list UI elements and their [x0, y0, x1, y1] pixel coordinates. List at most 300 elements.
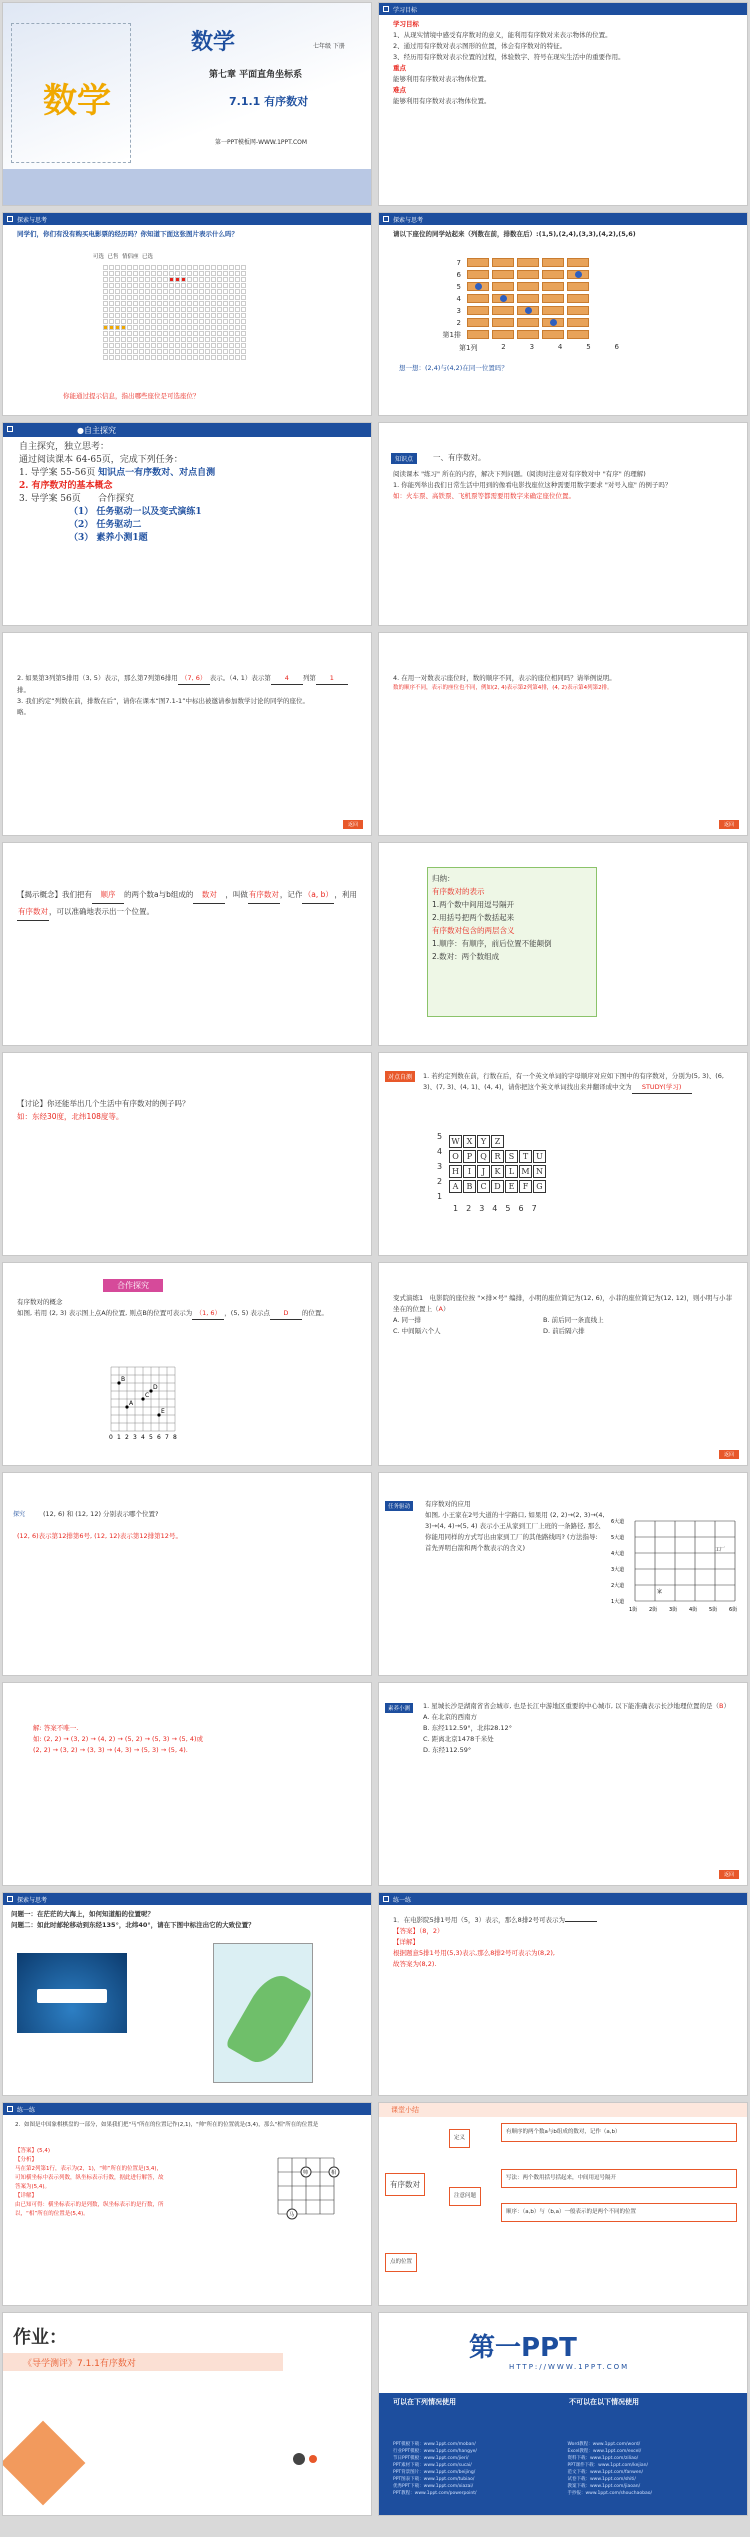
- seat[interactable]: [151, 343, 156, 348]
- seat[interactable]: [205, 319, 210, 324]
- seat[interactable]: [205, 283, 210, 288]
- seat[interactable]: [163, 301, 168, 306]
- seat[interactable]: [115, 277, 120, 282]
- seat[interactable]: [193, 325, 198, 330]
- seat[interactable]: [181, 343, 186, 348]
- seat[interactable]: [229, 289, 234, 294]
- seat[interactable]: [109, 343, 114, 348]
- seat[interactable]: [157, 295, 162, 300]
- seat[interactable]: [115, 313, 120, 318]
- seat[interactable]: [199, 313, 204, 318]
- seat[interactable]: [199, 301, 204, 306]
- seat[interactable]: [127, 295, 132, 300]
- seat[interactable]: [109, 289, 114, 294]
- seat[interactable]: [115, 349, 120, 354]
- seat[interactable]: [151, 307, 156, 312]
- credit-link[interactable]: 节日PPT模板：www.1ppt.com/jieri/: [393, 2456, 469, 2461]
- seat[interactable]: [181, 265, 186, 270]
- seat[interactable]: [235, 301, 240, 306]
- seat[interactable]: [127, 307, 132, 312]
- seat[interactable]: [217, 307, 222, 312]
- seat[interactable]: [133, 307, 138, 312]
- seat[interactable]: [139, 331, 144, 336]
- seat[interactable]: [187, 271, 192, 276]
- seat[interactable]: [181, 337, 186, 342]
- seat[interactable]: [223, 325, 228, 330]
- seat[interactable]: [109, 349, 114, 354]
- seat[interactable]: [151, 271, 156, 276]
- seat[interactable]: [109, 319, 114, 324]
- seat[interactable]: [145, 319, 150, 324]
- seat[interactable]: [151, 283, 156, 288]
- seat[interactable]: [127, 343, 132, 348]
- seat[interactable]: [145, 349, 150, 354]
- seat[interactable]: [145, 331, 150, 336]
- seat[interactable]: [157, 277, 162, 282]
- seat[interactable]: [169, 349, 174, 354]
- back-button[interactable]: 返回: [343, 820, 363, 829]
- seat[interactable]: [139, 301, 144, 306]
- seat[interactable]: [103, 265, 108, 270]
- seat[interactable]: [181, 319, 186, 324]
- seat[interactable]: [199, 283, 204, 288]
- seat[interactable]: [175, 283, 180, 288]
- seat[interactable]: [151, 313, 156, 318]
- seat[interactable]: [127, 277, 132, 282]
- seat[interactable]: [223, 265, 228, 270]
- seat[interactable]: [127, 355, 132, 360]
- seat[interactable]: [193, 355, 198, 360]
- seat[interactable]: [241, 343, 246, 348]
- seat[interactable]: [109, 283, 114, 288]
- seat[interactable]: [133, 301, 138, 306]
- seat[interactable]: [229, 265, 234, 270]
- seat[interactable]: [115, 283, 120, 288]
- seat[interactable]: [139, 325, 144, 330]
- seat[interactable]: [145, 325, 150, 330]
- seat[interactable]: [115, 271, 120, 276]
- seat[interactable]: [211, 295, 216, 300]
- seat[interactable]: [187, 343, 192, 348]
- seat[interactable]: [199, 331, 204, 336]
- seat[interactable]: [127, 313, 132, 318]
- seat[interactable]: [229, 325, 234, 330]
- seat[interactable]: [121, 349, 126, 354]
- seat[interactable]: [145, 337, 150, 342]
- credit-link[interactable]: PPT背景图片：www.1ppt.com/beijing/: [393, 2470, 476, 2475]
- seat[interactable]: [187, 301, 192, 306]
- seat[interactable]: [205, 295, 210, 300]
- seat[interactable]: [229, 343, 234, 348]
- seat[interactable]: [163, 349, 168, 354]
- seat[interactable]: [229, 271, 234, 276]
- seat[interactable]: [217, 265, 222, 270]
- seat[interactable]: [145, 343, 150, 348]
- seat[interactable]: [205, 343, 210, 348]
- seat[interactable]: [121, 331, 126, 336]
- seat[interactable]: [211, 301, 216, 306]
- seat[interactable]: [223, 355, 228, 360]
- seat[interactable]: [223, 331, 228, 336]
- seat[interactable]: [193, 313, 198, 318]
- seat[interactable]: [175, 325, 180, 330]
- seat[interactable]: [169, 277, 174, 282]
- seat[interactable]: [127, 349, 132, 354]
- seat[interactable]: [241, 349, 246, 354]
- seat[interactable]: [181, 289, 186, 294]
- seat[interactable]: [139, 355, 144, 360]
- seat[interactable]: [241, 355, 246, 360]
- seat[interactable]: [115, 295, 120, 300]
- back-button[interactable]: 返回: [719, 1870, 739, 1879]
- seat[interactable]: [187, 295, 192, 300]
- seat[interactable]: [235, 355, 240, 360]
- seat[interactable]: [229, 301, 234, 306]
- seat[interactable]: [235, 295, 240, 300]
- seat[interactable]: [223, 337, 228, 342]
- seat[interactable]: [205, 325, 210, 330]
- seat[interactable]: [145, 271, 150, 276]
- seat[interactable]: [163, 313, 168, 318]
- seat[interactable]: [139, 337, 144, 342]
- seat[interactable]: [169, 301, 174, 306]
- seat[interactable]: [181, 325, 186, 330]
- seat[interactable]: [151, 295, 156, 300]
- seat[interactable]: [205, 265, 210, 270]
- seat[interactable]: [217, 349, 222, 354]
- seat[interactable]: [199, 325, 204, 330]
- seat[interactable]: [139, 349, 144, 354]
- seat[interactable]: [223, 277, 228, 282]
- seat[interactable]: [241, 289, 246, 294]
- seat[interactable]: [187, 337, 192, 342]
- seat[interactable]: [187, 277, 192, 282]
- seat[interactable]: [205, 349, 210, 354]
- seat[interactable]: [145, 307, 150, 312]
- seat[interactable]: [223, 283, 228, 288]
- seat[interactable]: [229, 331, 234, 336]
- seat[interactable]: [103, 349, 108, 354]
- seat[interactable]: [235, 325, 240, 330]
- seat[interactable]: [103, 271, 108, 276]
- seat[interactable]: [175, 289, 180, 294]
- credit-link[interactable]: PPT课件下载：www.1ppt.com/kejian/: [567, 2463, 648, 2468]
- seat[interactable]: [175, 355, 180, 360]
- seat[interactable]: [217, 313, 222, 318]
- seat[interactable]: [199, 289, 204, 294]
- seat[interactable]: [115, 301, 120, 306]
- seat[interactable]: [205, 337, 210, 342]
- seat[interactable]: [139, 343, 144, 348]
- seat[interactable]: [121, 355, 126, 360]
- seat[interactable]: [187, 289, 192, 294]
- seat[interactable]: [139, 289, 144, 294]
- seat[interactable]: [211, 307, 216, 312]
- seat[interactable]: [169, 313, 174, 318]
- seat[interactable]: [133, 277, 138, 282]
- seat[interactable]: [241, 331, 246, 336]
- seat[interactable]: [151, 349, 156, 354]
- seat[interactable]: [241, 283, 246, 288]
- credit-link[interactable]: 手抄报：www.1ppt.com/shouchaobao/: [567, 2491, 652, 2496]
- seat[interactable]: [175, 301, 180, 306]
- seat[interactable]: [199, 337, 204, 342]
- seat[interactable]: [133, 349, 138, 354]
- seat[interactable]: [127, 271, 132, 276]
- seat[interactable]: [175, 349, 180, 354]
- credit-link[interactable]: 行业PPT模板：www.1ppt.com/hangye/: [393, 2449, 477, 2454]
- seat[interactable]: [217, 343, 222, 348]
- seat[interactable]: [109, 331, 114, 336]
- seat[interactable]: [103, 277, 108, 282]
- seat[interactable]: [169, 307, 174, 312]
- seat[interactable]: [187, 355, 192, 360]
- seat[interactable]: [223, 289, 228, 294]
- seat[interactable]: [157, 343, 162, 348]
- seat[interactable]: [241, 313, 246, 318]
- seat[interactable]: [229, 277, 234, 282]
- seat[interactable]: [127, 331, 132, 336]
- seat[interactable]: [157, 307, 162, 312]
- seat[interactable]: [115, 289, 120, 294]
- seat[interactable]: [235, 343, 240, 348]
- credit-link[interactable]: PPT素材下载：www.1ppt.com/sucai/: [393, 2463, 472, 2468]
- seat[interactable]: [235, 277, 240, 282]
- seat[interactable]: [217, 325, 222, 330]
- seat[interactable]: [169, 325, 174, 330]
- seat[interactable]: [163, 289, 168, 294]
- seat[interactable]: [211, 331, 216, 336]
- credit-link[interactable]: 教案下载：www.1ppt.com/jiaoan/: [567, 2484, 641, 2489]
- seat[interactable]: [235, 307, 240, 312]
- seat[interactable]: [223, 307, 228, 312]
- seat[interactable]: [181, 271, 186, 276]
- seat[interactable]: [235, 319, 240, 324]
- seat[interactable]: [157, 301, 162, 306]
- credit-link[interactable]: Word教程：www.1ppt.com/word/: [567, 2442, 641, 2447]
- seat[interactable]: [157, 289, 162, 294]
- seat[interactable]: [199, 265, 204, 270]
- seat[interactable]: [163, 265, 168, 270]
- seat[interactable]: [109, 307, 114, 312]
- seat[interactable]: [175, 343, 180, 348]
- seat[interactable]: [121, 337, 126, 342]
- seat[interactable]: [211, 271, 216, 276]
- seat[interactable]: [133, 319, 138, 324]
- seat[interactable]: [145, 277, 150, 282]
- seat[interactable]: [169, 289, 174, 294]
- seat[interactable]: [175, 265, 180, 270]
- seat[interactable]: [205, 271, 210, 276]
- seat[interactable]: [121, 325, 126, 330]
- seat[interactable]: [187, 283, 192, 288]
- seat[interactable]: [151, 289, 156, 294]
- seat[interactable]: [223, 295, 228, 300]
- seat[interactable]: [241, 319, 246, 324]
- seat[interactable]: [217, 337, 222, 342]
- seat[interactable]: [181, 295, 186, 300]
- seat[interactable]: [145, 295, 150, 300]
- seat[interactable]: [211, 337, 216, 342]
- seat[interactable]: [169, 343, 174, 348]
- seat[interactable]: [193, 319, 198, 324]
- seat[interactable]: [151, 277, 156, 282]
- seat[interactable]: [103, 331, 108, 336]
- seat[interactable]: [163, 355, 168, 360]
- seat[interactable]: [169, 331, 174, 336]
- credit-link[interactable]: Excel教程：www.1ppt.com/excel/: [567, 2449, 642, 2454]
- seat[interactable]: [133, 295, 138, 300]
- seat[interactable]: [109, 325, 114, 330]
- seat[interactable]: [121, 265, 126, 270]
- seat[interactable]: [181, 355, 186, 360]
- seat[interactable]: [103, 295, 108, 300]
- seat[interactable]: [229, 313, 234, 318]
- seat[interactable]: [157, 265, 162, 270]
- seat[interactable]: [133, 265, 138, 270]
- credit-link[interactable]: PPT模板下载：www.1ppt.com/moban/: [393, 2442, 476, 2447]
- seat[interactable]: [199, 355, 204, 360]
- seat[interactable]: [145, 283, 150, 288]
- seat[interactable]: [109, 313, 114, 318]
- seat[interactable]: [127, 325, 132, 330]
- seat[interactable]: [169, 355, 174, 360]
- seat[interactable]: [205, 313, 210, 318]
- seat[interactable]: [133, 325, 138, 330]
- seat[interactable]: [217, 283, 222, 288]
- seat[interactable]: [229, 349, 234, 354]
- seat[interactable]: [211, 277, 216, 282]
- seat[interactable]: [229, 307, 234, 312]
- seat[interactable]: [151, 301, 156, 306]
- seat[interactable]: [115, 265, 120, 270]
- seat[interactable]: [163, 319, 168, 324]
- seat[interactable]: [175, 307, 180, 312]
- seat[interactable]: [217, 331, 222, 336]
- seat[interactable]: [175, 313, 180, 318]
- seat[interactable]: [181, 313, 186, 318]
- seat[interactable]: [169, 295, 174, 300]
- seat[interactable]: [175, 319, 180, 324]
- seat[interactable]: [175, 337, 180, 342]
- seat[interactable]: [205, 307, 210, 312]
- seat[interactable]: [169, 271, 174, 276]
- seat[interactable]: [163, 283, 168, 288]
- seat[interactable]: [157, 325, 162, 330]
- seat[interactable]: [241, 277, 246, 282]
- seat[interactable]: [121, 313, 126, 318]
- seat[interactable]: [103, 313, 108, 318]
- seat[interactable]: [163, 271, 168, 276]
- seat[interactable]: [121, 301, 126, 306]
- seat[interactable]: [211, 319, 216, 324]
- seat[interactable]: [217, 289, 222, 294]
- seat[interactable]: [115, 331, 120, 336]
- credit-link[interactable]: 优秀PPT下载：www.1ppt.com/xiazai/: [393, 2484, 474, 2489]
- seat[interactable]: [103, 319, 108, 324]
- seat[interactable]: [223, 301, 228, 306]
- seat[interactable]: [181, 277, 186, 282]
- seat[interactable]: [193, 271, 198, 276]
- seat[interactable]: [241, 271, 246, 276]
- seat[interactable]: [109, 277, 114, 282]
- seat[interactable]: [139, 271, 144, 276]
- seat[interactable]: [187, 319, 192, 324]
- seat[interactable]: [193, 331, 198, 336]
- seat[interactable]: [133, 289, 138, 294]
- seat[interactable]: [211, 283, 216, 288]
- seat[interactable]: [217, 271, 222, 276]
- seat[interactable]: [133, 337, 138, 342]
- seat[interactable]: [121, 295, 126, 300]
- seat[interactable]: [133, 313, 138, 318]
- seat[interactable]: [199, 349, 204, 354]
- seat[interactable]: [241, 301, 246, 306]
- seat[interactable]: [157, 349, 162, 354]
- seat[interactable]: [163, 343, 168, 348]
- seat[interactable]: [163, 337, 168, 342]
- seat[interactable]: [133, 271, 138, 276]
- seat[interactable]: [157, 337, 162, 342]
- seat[interactable]: [199, 295, 204, 300]
- seat[interactable]: [181, 349, 186, 354]
- seat[interactable]: [133, 343, 138, 348]
- seat[interactable]: [223, 319, 228, 324]
- seat[interactable]: [139, 295, 144, 300]
- seat[interactable]: [157, 319, 162, 324]
- seat[interactable]: [109, 337, 114, 342]
- seat[interactable]: [235, 313, 240, 318]
- seat[interactable]: [157, 271, 162, 276]
- seat[interactable]: [211, 343, 216, 348]
- seat[interactable]: [169, 283, 174, 288]
- seat[interactable]: [169, 265, 174, 270]
- seat[interactable]: [109, 301, 114, 306]
- seat[interactable]: [103, 343, 108, 348]
- seat[interactable]: [157, 313, 162, 318]
- seat[interactable]: [103, 289, 108, 294]
- seat[interactable]: [235, 289, 240, 294]
- seat[interactable]: [121, 343, 126, 348]
- seat[interactable]: [229, 337, 234, 342]
- seat[interactable]: [235, 349, 240, 354]
- seat[interactable]: [151, 325, 156, 330]
- seat[interactable]: [229, 319, 234, 324]
- seat[interactable]: [187, 349, 192, 354]
- seat[interactable]: [211, 349, 216, 354]
- back-button[interactable]: 返回: [719, 1450, 739, 1459]
- seat[interactable]: [241, 295, 246, 300]
- credit-link[interactable]: PPT图表下载：www.1ppt.com/tubiao/: [393, 2477, 475, 2482]
- seat[interactable]: [193, 283, 198, 288]
- seat[interactable]: [121, 307, 126, 312]
- seat[interactable]: [205, 355, 210, 360]
- seat[interactable]: [115, 337, 120, 342]
- seat[interactable]: [223, 313, 228, 318]
- seat[interactable]: [217, 295, 222, 300]
- seat[interactable]: [229, 283, 234, 288]
- seat[interactable]: [115, 307, 120, 312]
- seat[interactable]: [193, 307, 198, 312]
- seat[interactable]: [151, 337, 156, 342]
- seat[interactable]: [169, 319, 174, 324]
- seat[interactable]: [139, 277, 144, 282]
- seat[interactable]: [241, 325, 246, 330]
- seat[interactable]: [181, 307, 186, 312]
- seat[interactable]: [241, 337, 246, 342]
- seat[interactable]: [115, 343, 120, 348]
- seat[interactable]: [175, 295, 180, 300]
